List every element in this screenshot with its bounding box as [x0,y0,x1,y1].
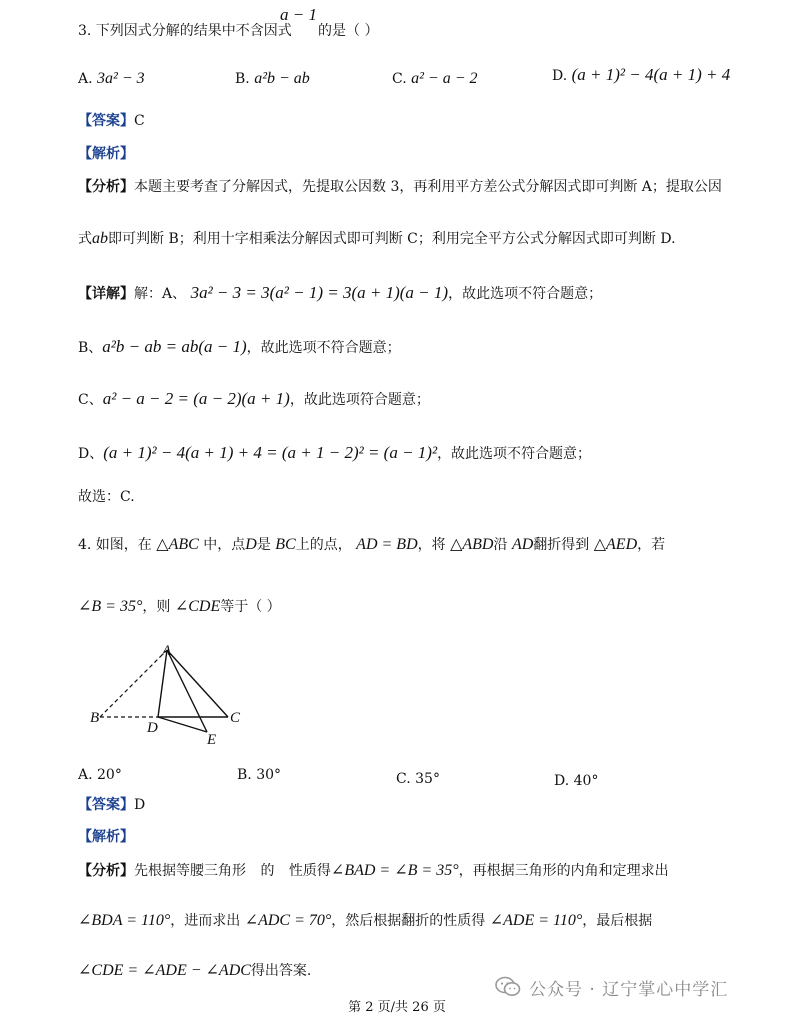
q4-stem-line2: ∠B = 35°，则 ∠CDE等于（ ） [78,598,281,615]
q3-factor: a − 1 [280,5,317,24]
q4-stem-line1: 4. 如图，在 △ABC 中，点D是 BC上的点， AD = BD，将 △ABD沿 AD翻折得到 △AED，若 [78,536,666,553]
q3-detail-d: D、(a + 1)² − 4(a + 1) + 4 = (a + 1 − 2)² = (a − 1)²，故此选项不符合题意； [78,443,592,462]
q3-detail-c: C、a² − a − 2 = (a − 2)(a + 1)，故此选项符合题意； [78,389,430,408]
label-c: C [230,710,241,726]
wechat-icon [495,976,521,998]
watermark-text: 公众号 · 辽宁掌心中学汇 [529,979,729,1000]
segment-de [158,717,207,732]
q3-answer: 【答案】C [78,113,145,129]
q4-answer: 【答案】D [78,797,146,813]
label-a: A [162,643,172,659]
q3-analysis-tag: 【解析】 [78,146,134,162]
q4-option-a: A. 20° [78,767,122,783]
q4-fenxi-line3: ∠CDE = ∠ADE − ∠ADC得出答案. [78,962,312,979]
q4-fenxi-line2: ∠BDA = 110°，进而求出 ∠ADC = 70°，然后根据翻折的性质得 ∠ADE = 110°，最后根据 [78,912,653,929]
q3-stem-end: 的是（ ） [318,23,379,39]
q3-fenxi-line2: 式ab即可判断 B；利用十字相乘法分解因式即可判断 C；利用完全平方公式分解因式即可判断 D. [78,230,676,247]
q3-option-b: B. a²b − ab [235,70,310,87]
segment-ad [158,650,167,717]
page-footer: 第 2 页/共 26 页 [348,1000,446,1015]
segment-ac [167,650,228,717]
label-e: E [207,732,217,748]
q4-option-b: B. 30° [237,767,282,783]
q4-fenxi-line1: 【分析】先根据等腰三角形 的 性质得∠BAD = ∠B = 35°，再根据三角形的内角和定理求出 [78,862,669,879]
q4-option-d: D. 40° [554,773,599,789]
q3-fenxi-line1: 【分析】本题主要考查了分解因式，先提取公因数 3，再利用平方差公式分解因式即可判断 A；提取公因 [78,179,722,195]
label-b: B [90,710,100,726]
q3-option-c: C. a² − a − 2 [392,70,478,87]
q3-option-d: D. (a + 1)² − 4(a + 1) + 4 [552,65,731,84]
triangle-figure [86,640,256,750]
segment-ab [100,650,167,717]
q4-option-c: C. 35° [396,771,440,787]
q4-analysis-tag: 【解析】 [78,829,134,845]
q3-option-a: A. 3a² − 3 [78,70,145,87]
q3-detail-a: 【详解】解：A、 3a² − 3 = 3(a² − 1) = 3(a + 1)(a − 1)，故此选项不符合题意； [78,283,603,302]
q3-stem: 3. 下列因式分解的结果中不含因式 [78,23,292,39]
q3-detail-b: B、a²b − ab = ab(a − 1)，故此选项不符合题意； [78,337,401,356]
label-d: D [147,720,158,736]
q3-conclusion: 故选：C. [78,489,135,505]
segment-ae [167,650,207,732]
